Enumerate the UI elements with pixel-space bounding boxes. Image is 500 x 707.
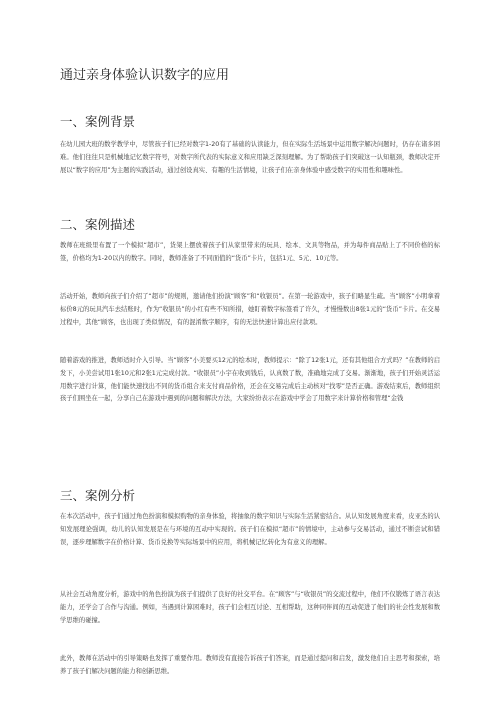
analysis-paragraph-2: 从社会互动角度分析，游戏中的角色扮演为孩子们提供了良好的社交平台。在“顾客”与“收银员”的交流过程中，他们不仅锻炼了语言表达能力，还学会了合作与沟通。例如，当遇到计算困难时，孩子们会相互讨论、互相帮助，这种同伴间的互动促进了他们的社会性发展和数学思维的碰撞。: [60, 591, 440, 624]
description-paragraph-1: 教师在班级里布置了一个模拟“超市”，货架上摆放着孩子们从家里带来的玩具、绘本、文具等物品，并为每件商品贴上了不同价格的标签，价格均为1-20以内的数字。同时，教师准备了不同面值的“货币”卡片，包括1元、5元、10元等。: [60, 242, 440, 262]
section-heading-analysis: 三、案例分析: [60, 488, 136, 503]
analysis-paragraph-1: 在本次活动中，孩子们通过角色扮演和模拟购物的亲身体验，将抽象的数字知识与实际生活紧密结合。从认知发展角度来看，皮亚杰的认知发展理论强调，幼儿的认知发展是在与环境的互动中实现的。孩子们在模拟“超市”的情境中，主动参与交易活动，通过不断尝试和错误，逐步理解数字在价格计算、货币兑换等实际场景中的应用，将机械记忆转化为有意义的理解。: [60, 513, 440, 546]
analysis-paragraph-3: 此外，教师在活动中的引导策略也发挥了重要作用。教师没有直接告诉孩子们答案，而是通过提问和启发，激发他们自主思考和探索，培养了孩子们解决问题的能力和创新思维。: [60, 655, 440, 675]
section-heading-description: 二、案例描述: [60, 217, 136, 232]
description-paragraph-2: 活动开始，教师向孩子们介绍了“超市”的规则，邀请他们扮演“顾客”和“收银员”。在第一轮游戏中，孩子们略显生疏。当“顾客”小明拿着标价8元的玩具汽车去结账时，作为“收银员”的小红有些不知所措，她盯着数字标签看了许久，才慢慢数出8张1元的“货币”卡片。在交易过程中，其他“顾客，也出现了类似情况，有的混淆数字顺序，有的无法快速计算出应付款项。: [60, 293, 440, 326]
background-paragraph: 在幼儿园大班的数学教学中，尽管孩子们已经对数字1-20有了基础的认读能力，但在实际生活场景中运用数字解决问题时，仍存在诸多困难。他们往往只是机械地记忆数字符号，对数字所代表的实际意义和应用缺乏深刻理解。为了帮助孩子们突破这一认知瓶颈，教师决定开展以“数字的应用”为主题的实践活动，通过创设真实、有趣的生活情境，让孩子们在亲身体验中感受数字的实用性和趣味性。: [60, 141, 440, 174]
section-heading-background: 一、案例背景: [60, 114, 136, 129]
description-paragraph-3: 随着游戏的推进，教师适时介入引导。当“顾客”小美要买12元的绘本时，教师提示：“除了12张1元，还有其他组合方式吗？”在教师的启发下，小美尝试用1张10元和2张1元完成付款。“收银员”小宇在收到钱后，认真数了数，准确地完成了交易。渐渐地，孩子们开始灵活运用数字进行计算，他们能快速找出不同的货币组合来支付商品价格，还会在交易完成后主动核对“找零”是否正确。游戏结束后，教师组织孩子们围坐在一起，分享自己在游戏中遇到的问题和解决方法，大家纷纷表示在游戏中学会了用数字来计算价格和管理“金钱: [60, 357, 440, 403]
document-title: 通过亲身体验认识数字的应用: [60, 68, 230, 83]
